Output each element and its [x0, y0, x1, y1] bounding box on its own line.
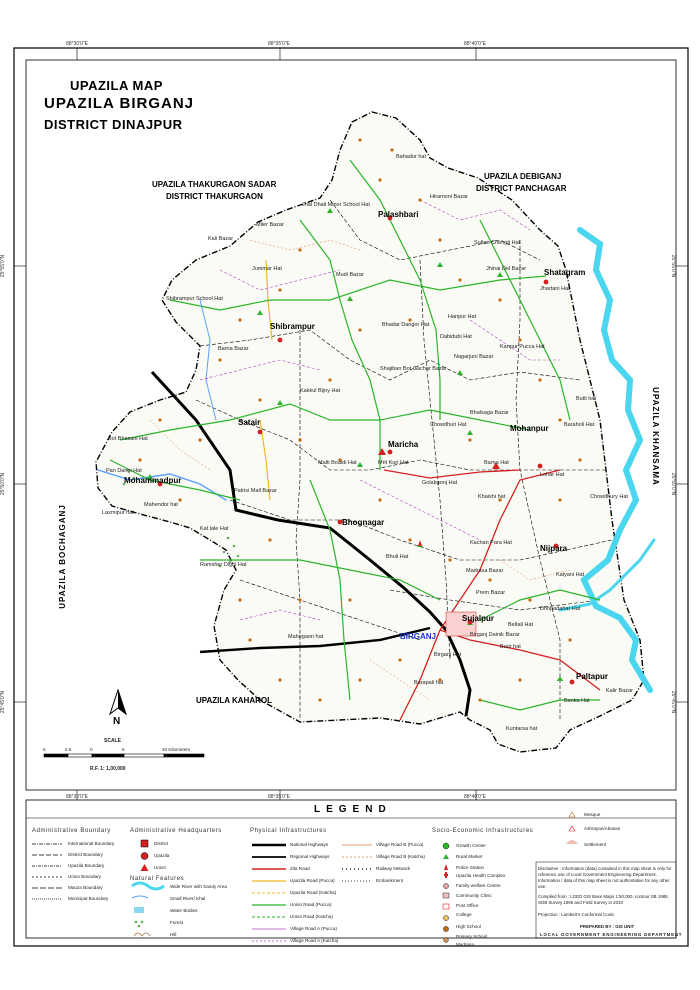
coord-top-3: 88°40'0"E	[464, 41, 486, 47]
legend-item: Post Office	[456, 903, 479, 908]
neighbor-bochaganj: UPAZILA BOCHAGANJ	[57, 504, 67, 609]
market-label: Bhalsaga Bazar	[470, 410, 509, 416]
market-label: Baraholi Hat	[564, 422, 595, 428]
market-label: Khaishi hat	[478, 494, 506, 500]
union-label: Satair	[238, 418, 261, 427]
market-label: Mrit Kuri Hat	[378, 460, 409, 466]
neighbor-debiganj-1: UPAZILA DEBIGANJ	[484, 172, 562, 181]
legend-item: Hill	[170, 932, 177, 937]
legend-item: Settlement	[584, 842, 606, 847]
legend-admin-boundary-title: Administrative Boundary	[32, 828, 111, 834]
neighbor-debiganj-2: DISTRICT PANCHAGAR	[476, 184, 567, 193]
market-label: Butli hat	[576, 396, 596, 402]
title-line1: UPAZILA MAP	[70, 78, 163, 93]
market-label: Kanpur Pucca Hat	[500, 344, 545, 350]
notes-prepared: PREPARED BY : GIS UNIT	[580, 924, 635, 929]
scale-bar	[44, 754, 204, 757]
market-label: Chowdhuri Hat	[430, 422, 467, 428]
coord-left-2: 25°50'0"N	[0, 472, 7, 496]
market-label: Dabidubi Hat	[440, 334, 472, 340]
coord-left-1: 25°55'0"N	[0, 254, 7, 278]
market-label: Bahadur hat	[396, 154, 426, 160]
legend-item: Municipal Boundary	[68, 896, 109, 901]
coord-bottom-2: 88°35'0"E	[268, 794, 290, 800]
market-label: Madrasa Bazar	[466, 568, 504, 574]
notes-org: LOCAL GOVERNMENT ENGINEERING DEPARTMENT	[540, 932, 683, 937]
union-label: Sujalpur	[462, 614, 495, 623]
coord-right-2: 25°50'0"N	[670, 472, 677, 496]
coord-bottom-3: 88°40'0"E	[464, 794, 486, 800]
market-label: Haripur Hat	[448, 314, 477, 320]
legend-item: Village Road A (Katcha)	[290, 938, 339, 943]
legend-item: Family welfare Centre	[456, 883, 501, 888]
market-label: Kuntarsa hat	[506, 726, 538, 732]
union-label: Palashbari	[378, 210, 419, 219]
market-label: Mahegaon hat	[288, 634, 324, 640]
market-label: Kalyani Hat	[556, 572, 585, 578]
union-label: Mohammadpur	[124, 476, 182, 485]
legend-item: Water Bodies	[170, 908, 198, 913]
market-label: Jhartani Hat	[540, 286, 570, 292]
market-label: Dhopadahar Hat	[540, 606, 581, 612]
legend-item: Regional Highways	[290, 854, 330, 859]
legend-item: Small River/ Khal	[170, 896, 206, 901]
market-label: Miler Bazar	[256, 222, 284, 228]
legend-item: Village Road B (Katcha)	[376, 854, 425, 859]
market-label: Kakkul Bijoy Hat	[300, 388, 341, 394]
north-arrow-icon	[110, 690, 126, 714]
neighbor-thakurgaon-1: UPAZILA THAKURGAON SADAR	[152, 180, 277, 189]
market-label: Prem Bazar	[476, 590, 506, 596]
legend-natural-title: Natural Features	[130, 876, 185, 882]
legend-item: Growth Center	[456, 843, 486, 848]
market-label: Kalir Bazar	[606, 688, 633, 694]
neighbor-khansama: UPAZILA KHANSAMA	[650, 387, 660, 486]
market-label: Bhuli Hat	[386, 554, 409, 560]
market-label: Patrisi Mall Bazar	[234, 488, 277, 494]
legend-item: Primary School	[456, 934, 488, 939]
market-label: Chowdhury Hat	[590, 494, 628, 500]
legend-item: Upazila Health Complex	[456, 873, 506, 878]
north-arrow-label: N	[113, 716, 121, 727]
legend-item: Upazila Road (Katcha)	[290, 890, 337, 895]
legend-item: Ashrayan/Abasan	[584, 826, 621, 831]
union-label: Bhognagar	[342, 518, 385, 527]
legend-item: Police Station	[456, 865, 485, 870]
market-label: Lohar Hat	[540, 472, 565, 478]
market-label: Jhinai Del Bazar	[486, 266, 527, 272]
legend-item: Forest	[170, 920, 184, 925]
market-label: Sultan Chengti Hat	[474, 240, 521, 246]
market-label: Barna Bazar	[218, 346, 249, 352]
legend-item: International Boundary	[68, 841, 115, 846]
union-label: Shatagram	[544, 268, 586, 277]
market-label: Banka Hat	[564, 698, 590, 704]
market-label: Malti Boaldi Hat	[318, 460, 357, 466]
legend-item: District Boundary	[68, 852, 103, 857]
market-label: Shajiban Bot Gachar Bazar	[380, 366, 447, 372]
legend-item: Union	[154, 865, 167, 870]
market-label: Laxmipur hat	[102, 510, 134, 516]
market-label: Barapali hat	[414, 680, 444, 686]
neighbor-kaharol: UPAZILA KAHAROL	[196, 696, 272, 705]
notes-compiled: Compiled from : LGED GIS Base Maps 1:50,000, contour SB 1988, SOB Survey 1996 and Field Survey in 2010	[538, 894, 669, 905]
market-label: Bhadar Dangor Hat	[382, 322, 430, 328]
union-label: Nijpara	[540, 544, 568, 553]
legend-admin-hq-title: Administrative Headquarters	[130, 828, 222, 834]
coord-bottom-1: 88°30'0"E	[66, 794, 88, 800]
scale-tick: 5	[122, 747, 125, 752]
coord-left-3: 25°45'0"N	[0, 690, 7, 714]
union-label: Shibrampur	[270, 322, 315, 331]
market-label: Kali Bazar	[208, 236, 234, 242]
market-label: Jummar Hat	[252, 266, 282, 272]
market-label: Burir hat	[500, 644, 521, 650]
coord-right-3: 25°45'0"N	[670, 690, 677, 714]
title-line3: DISTRICT DINAJPUR	[44, 117, 183, 132]
legend-item: Embankment	[376, 878, 404, 883]
legend-item: Union Road (Pucca)	[290, 902, 332, 907]
market-label: Bot Bhasani Hat	[108, 436, 148, 442]
market-label: Mahendor hat	[144, 502, 178, 508]
legend-physical-title: Physical Infrastructures	[250, 828, 327, 834]
market-label: Hiramoni Bazar	[430, 194, 468, 200]
legend-item: Upazila	[154, 853, 170, 858]
legend-item: Community Clinic	[456, 893, 492, 898]
scale-ratio: R.F. 1: 1,00,000	[90, 766, 126, 772]
market-label: Jhal Dhali Minor School Hat	[302, 202, 370, 208]
coord-top-1: 88°30'0"E	[66, 41, 88, 47]
neighbor-thakurgaon-2: DISTRICT THAKURGAON	[166, 192, 263, 201]
legend-item: Village Road A (Pucca)	[290, 926, 337, 931]
legend-item: Zila Road	[290, 866, 310, 871]
market-label: Shibrampur School Hat	[166, 296, 223, 302]
legend-item: Madrasa	[456, 942, 474, 947]
coord-top-2: 88°35'0"E	[268, 41, 290, 47]
legend-item: Union Road (Katcha)	[290, 914, 333, 919]
market-label: Pan Dangi Hat	[106, 468, 142, 474]
market-label: Barna Hat	[484, 460, 509, 466]
notes-disclaimer: Disclaimer : Information (data) contained in this map sheet is only for reference use of Local Government Engineering Department. Information / data of this map sheet is not authoritative for any other use.	[538, 866, 672, 889]
market-label: Beltali Hat	[508, 622, 534, 628]
coord-right-1: 25°55'0"N	[670, 254, 677, 278]
scale-tick: 10 Kilometers	[162, 747, 191, 752]
legend-item: Union Boundary	[68, 874, 101, 879]
union-label: Paltapur	[576, 672, 609, 681]
upazila-hq-label: BIRGANJ	[400, 632, 437, 641]
legend-socio-title: Socio-Economic Infrastructures	[432, 828, 534, 834]
market-label: Ramsher Dighi Hat	[200, 562, 247, 568]
union-label: Mohanpur	[510, 424, 549, 433]
legend-item: Wide River with Sandy Area	[170, 884, 227, 889]
legend-item: Upazila Boundary	[68, 863, 105, 868]
market-label: Kat lale Hat	[200, 526, 229, 532]
legend-item: District	[154, 841, 169, 846]
legend-item: High School	[456, 924, 481, 929]
legend-item: National Highways	[290, 842, 329, 847]
market-label: Nagarjuni Bazar	[454, 354, 494, 360]
legend-heading: LEGEND	[314, 804, 392, 815]
upazila-boundary	[96, 112, 644, 752]
market-label: Golabgonj Hat	[422, 480, 458, 486]
scale-tick: 0	[90, 747, 93, 752]
legend-item: Railway Network	[376, 866, 411, 871]
market-label: Mudi Bazar	[336, 272, 364, 278]
market-label: Birganj Hat	[434, 652, 462, 658]
scale-tick: 2.5	[65, 747, 72, 752]
scale-label: SCALE	[104, 738, 121, 744]
legend-item: Mosque	[584, 812, 601, 817]
legend-item: Rural Market	[456, 854, 483, 859]
scale-tick: 5	[43, 747, 46, 752]
legend-item: College	[456, 912, 472, 917]
legend-item: Village Road B (Pucca)	[376, 842, 424, 847]
market-label: Kachan Para Hat	[470, 540, 512, 546]
legend-item: Mauza Boundary	[68, 885, 103, 890]
legend-item: Upazila Road (Pucca)	[290, 878, 335, 883]
title-line2: UPAZILA BIRGANJ	[44, 95, 194, 112]
notes-projection: Projection : Lambert's Conformal Conic	[538, 912, 615, 917]
market-label: Birganj Dainik Bazar	[470, 632, 520, 638]
union-label: Maricha	[388, 440, 419, 449]
